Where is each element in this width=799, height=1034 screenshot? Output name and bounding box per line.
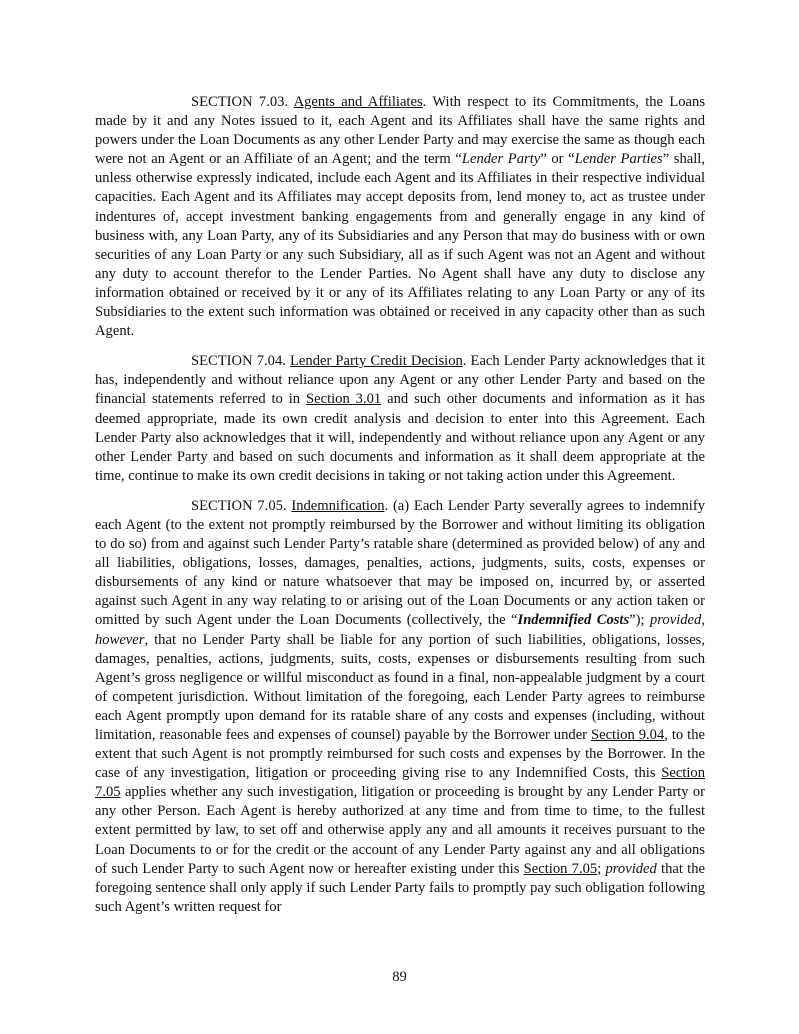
section-text: ; — [597, 860, 606, 877]
section-cross-reference: Section 7.05 — [95, 765, 705, 801]
page-number: 89 — [392, 969, 407, 985]
section-text: ”); — [629, 612, 650, 629]
defined-term: Indemnified Costs — [517, 612, 630, 629]
section-7-05-paragraph — [95, 497, 705, 917]
section-text: . Each Lender Party acknowledges that it has, independently and without reliance upon any Agent or any other Lender Party and based on the financial statements referred to in — [95, 353, 705, 408]
section-cross-reference: Section 7.05 — [523, 860, 598, 877]
section-cross-reference: Section 9.04 — [590, 727, 665, 743]
proviso-term: provided — [650, 612, 702, 629]
proviso-term: however — [95, 631, 145, 648]
section-text: ” or “ — [540, 151, 575, 168]
section-cross-reference: Section 3.01 — [306, 391, 382, 408]
section-title: Indemnification — [291, 497, 385, 514]
section-text: . (a) Each Lender Party severally agrees to indemnify each Agent (to the extent not promptly reimbursed by the Borrower and without limiting its obligation to do so) from and against such Lender Party’s ratable share (determined as provided below) of any and all liabilities, obligations, losses, damages, penalties, actions, judgments, suits, costs, expenses or disbursements of any kind or nature whatsoever that may be imposed on, incurred by, or asserted against such Agent in any way relating to or arising out of the Loan Documents or any action taken or omitted by such Agent under the Loan Documents (collectively, the “ — [95, 497, 706, 629]
section-title: Lender Party Credit Decision — [290, 353, 463, 370]
section-7-04-paragraph — [95, 352, 705, 486]
section-title: Agents and Affiliates — [293, 94, 423, 110]
section-text: , that no Lender Party shall be liable for any portion of such liabilities, obligations, losses, damages, penalties, actions, judgments, suits, costs, expenses or disbursements resulting from such Agent’s gross negligence or willful misconduct as found in a final, non-appealable judgment by a court of competent jurisdiction. Without limitation of the foregoing, each Lender Party agrees to reimburse each Agent promptly upon demand for its ratable share of any costs and expenses (including, without limitation, reasonable fees and expenses of counsel) payable by the Borrower under — [95, 631, 705, 743]
section-text: , — [701, 612, 705, 629]
section-heading: SECTION 7.03. — [191, 94, 294, 110]
defined-term: Lender Party — [461, 151, 541, 168]
section-text: ” shall, unless otherwise expressly indicated, include each Agent and its Affiliates in their respective individual capacities. Each Agent and its Affiliates may accept deposits from, lend money to, act as trustee under indentures of, accept investment banking engagements from and generally engage in any kind of business with, any Loan Party, any of its Subsidiaries and any Person that may do business with or own securities of any Loan Party or any such Subsidiary, all as if such Agent was not an Agent and without any duty to account therefor to the Lender Parties. No Agent shall have any duty to disclose any information obtained or received by it or any of its Affiliates relating to any Loan Party or any of its Subsidiaries to the extent such information was obtained or received in any capacity other than as such Agent. — [95, 151, 706, 340]
section-7-03-paragraph — [95, 93, 705, 341]
proviso-term: provided — [605, 860, 657, 877]
section-text: that the foregoing sentence shall only apply if such Lender Party fails to promptly pay such obligation following such Agent’s written request for — [95, 860, 705, 915]
section-text: and such other documents and information as it has deemed appropriate, made its own credit analysis and decision to enter into this Agreement. Each Lender Party also acknowledges that it will, independently and without reliance upon any Agent or any other Lender Party and based on such documents and information as it shall deem appropriate at the time, continue to make its own credit decisions in taking or not taking action under this Agreement. — [95, 391, 705, 484]
section-text: applies whether any such investigation, litigation or proceeding is brought by any Lender Party or any other Person. Each Agent is hereby authorized at any time and from time to time, to the fullest extent permitted by law, to set off and otherwise apply any and all amounts it receives pursuant to the Loan Documents to or for the credit or the account of any Lender Party against any and all obligations of such Lender Party to such Agent now or hereafter existing under this — [95, 784, 705, 877]
section-text: , to the extent that such Agent is not promptly reimbursed for such costs and expenses by the Borrower. In the case of any investigation, litigation or proceeding giving rise to any Indemnified Costs, this — [95, 727, 705, 782]
section-heading: SECTION 7.05. — [191, 497, 292, 514]
defined-term: Lender Parties — [574, 151, 663, 168]
section-heading: SECTION 7.04. — [191, 353, 291, 370]
section-text: . With respect to its Commitments, the Loans made by it and any Notes issued to it, each Agent and its Affiliates shall have the same rights and powers under the Loan Documents as any other Lender Party and may exercise the same as though each were not an Agent or an Affiliate of an Agent; and the term “ — [95, 94, 705, 168]
document-body — [95, 93, 705, 928]
